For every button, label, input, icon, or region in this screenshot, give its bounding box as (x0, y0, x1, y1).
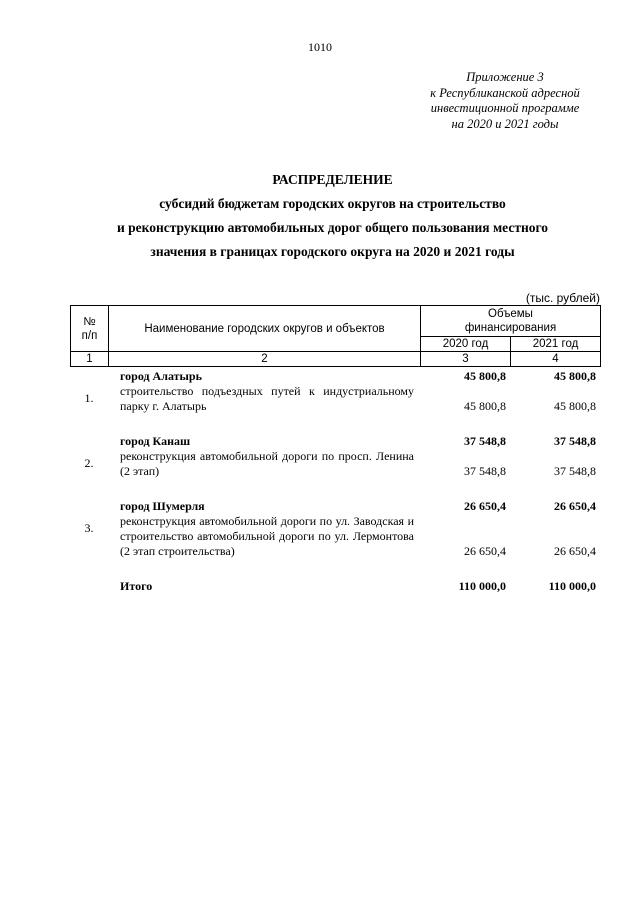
district-row (70, 434, 600, 449)
header-name: Наименование городских округов и объектов (109, 306, 421, 352)
header-year-2020: 2020 год (421, 337, 511, 352)
header-num-line: № (83, 315, 96, 328)
appendix-line: инвестиционной программе (430, 101, 580, 115)
appendix-line: Приложение 3 (466, 70, 544, 84)
header-volumes (421, 306, 601, 337)
total-value-2021: 110 000,0 (548, 579, 596, 593)
header-year-2021: 2021 год (511, 337, 601, 352)
row-number: 2. (84, 456, 94, 470)
district-total-2021: 37 548,8 (554, 434, 596, 448)
object-value-2020: 26 650,4 (464, 544, 506, 558)
header-num-line: п/п (81, 329, 98, 342)
title-line: субсидий бюджетам городских округов на строительство (159, 196, 506, 211)
district-row (70, 369, 600, 384)
object-value-2020: 37 548,8 (464, 464, 506, 478)
district-total-2020: 37 548,8 (464, 434, 506, 448)
district-block (70, 499, 600, 559)
district-block (70, 434, 600, 479)
district-name: город Канаш (120, 434, 191, 448)
object-name: строительство подъездных путей к индустриальному парку г. Алатырь (120, 384, 414, 413)
appendix-line: на 2020 и 2021 годы (451, 116, 559, 131)
total-value-2020: 110 000,0 (458, 579, 506, 593)
table-body (70, 369, 600, 594)
object-value-2021: 26 650,4 (554, 544, 596, 558)
object-value-2020: 45 800,8 (464, 399, 506, 413)
title-heading: РАСПРЕДЕЛЕНИЕ (272, 172, 393, 187)
row-number: 3. (84, 521, 94, 535)
object-value-2021: 37 548,8 (554, 464, 596, 478)
district-row (70, 499, 600, 514)
district-total-2021: 26 650,4 (554, 499, 596, 513)
column-number: 4 (511, 352, 601, 367)
title-line: и реконструкцию автомобильных дорог общего пользования местного (116, 220, 549, 235)
units-label: (тыс. рублей) (525, 291, 600, 305)
district-name: город Алатырь (120, 369, 202, 383)
column-number: 3 (421, 352, 511, 367)
object-row (70, 514, 600, 559)
district-total-2021: 45 800,8 (554, 369, 596, 383)
object-name: реконструкция автомобильной дороги по просп. Ленина (2 этап) (120, 449, 414, 478)
row-number: 1. (84, 391, 94, 405)
district-name: город Шумерля (120, 499, 205, 513)
appendix-note (400, 70, 610, 132)
object-name: реконструкция автомобильной дороги по ул. Заводская и строительство автомобильной дороги по ул. Лермонтова (2 этап строительства) (120, 514, 414, 558)
title-line: значения в границах городского округа на 2020 и 2021 годы (150, 244, 515, 259)
district-total-2020: 45 800,8 (464, 369, 506, 383)
column-number: 1 (71, 352, 109, 367)
object-row (70, 384, 600, 414)
column-number: 2 (109, 352, 421, 367)
appendix-line: к Республиканской адресной (430, 85, 580, 100)
document-title (60, 168, 605, 264)
header-num (71, 306, 109, 352)
total-label: Итого (120, 579, 153, 593)
district-total-2020: 26 650,4 (464, 499, 506, 513)
page-number: 1010 (308, 40, 332, 54)
table-header (70, 305, 601, 367)
object-value-2021: 45 800,8 (554, 399, 596, 413)
object-row (70, 449, 600, 479)
header-volumes-line: Объемы (488, 308, 533, 320)
total-row (70, 579, 600, 594)
district-block (70, 369, 600, 414)
header-volumes-line: финансирования (464, 322, 557, 334)
